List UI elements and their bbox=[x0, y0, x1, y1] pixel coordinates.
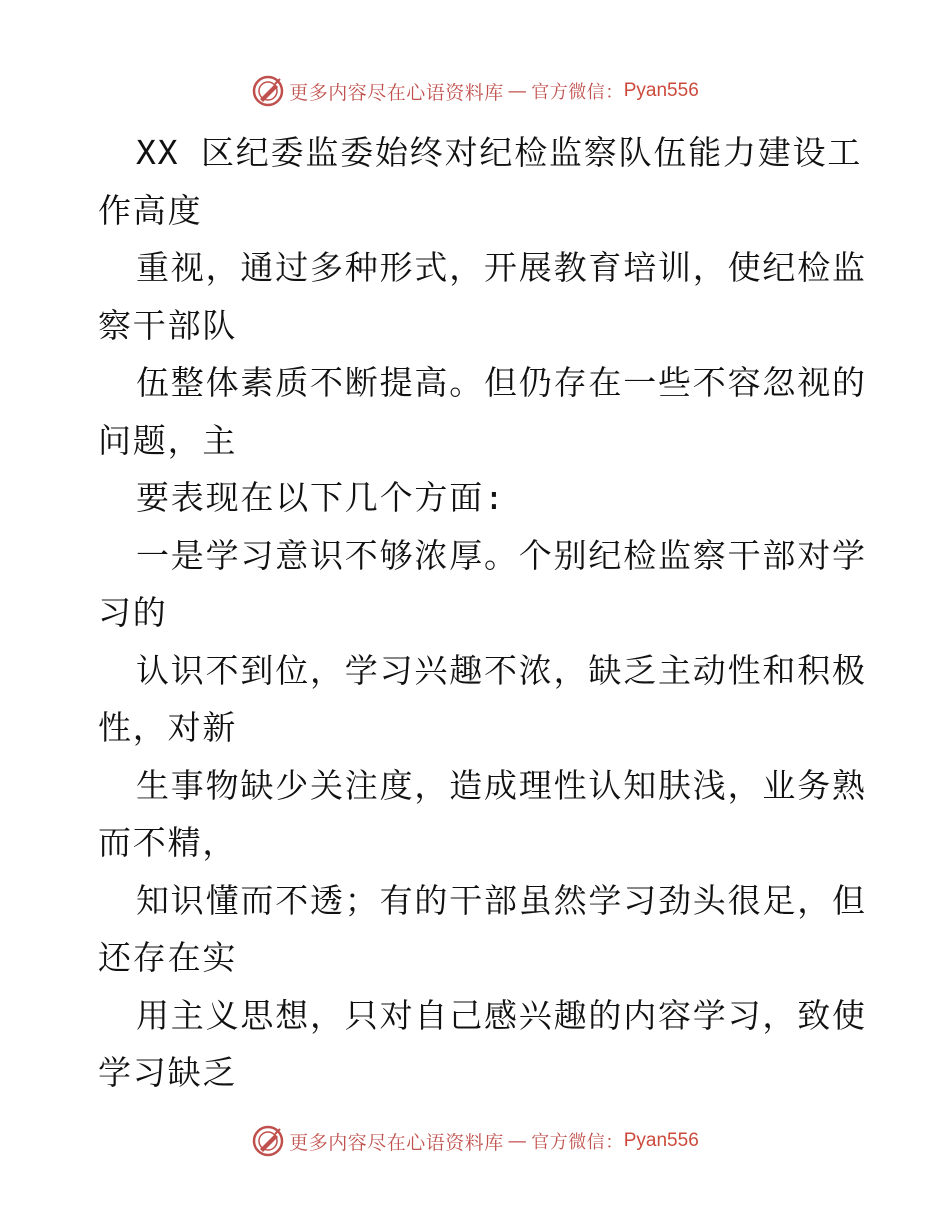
banner-wechat-id: Pyan556 bbox=[623, 80, 699, 101]
text-line: 还存在实 bbox=[98, 938, 238, 977]
banner-dash: — bbox=[507, 80, 528, 102]
banner-wechat-label: 官方微信： bbox=[531, 1132, 624, 1153]
text-line: 一是学习意识不够浓厚。个别纪检监察干部对学 bbox=[136, 535, 867, 575]
text-line: 性，对新 bbox=[98, 708, 238, 747]
text-line: 作高度 bbox=[98, 190, 203, 230]
banner-wechat-label: 官方微信： bbox=[531, 82, 624, 103]
text-line: 而不精， bbox=[98, 823, 238, 862]
text-line: 用主义思想，只对自己感兴趣的内容学习，致使 bbox=[136, 995, 867, 1035]
text-line: 问题，主 bbox=[98, 420, 238, 460]
text-line: 生事物缺少关注度，造成理性认知肤浅，业务熟 bbox=[136, 765, 867, 805]
header-banner bbox=[0, 71, 950, 111]
banner-wechat-id: Pyan556 bbox=[623, 1130, 699, 1151]
text-line: 重视，通过多种形式，开展教育培训，使纪检监 bbox=[136, 248, 867, 287]
text-line: 认识不到位，学习兴趣不浓，缺乏主动性和积极 bbox=[136, 650, 867, 690]
document-body bbox=[98, 124, 867, 1102]
text-line: 习的 bbox=[98, 593, 168, 632]
text-line: 要表现在以下几个方面: bbox=[136, 478, 506, 517]
text-line: 察干部队 bbox=[98, 305, 238, 345]
text-line: 知识懂而不透；有的干部虽然学习劲头很足，但 bbox=[136, 880, 867, 920]
pen-logo-icon bbox=[251, 1124, 285, 1158]
footer-banner bbox=[0, 1121, 950, 1161]
text-line: XX 区纪委监委始终对纪检监察队伍能力建设工 bbox=[136, 133, 863, 172]
pen-logo-icon bbox=[251, 74, 285, 108]
banner-dash: — bbox=[507, 1130, 528, 1152]
banner-main-text: 更多内容尽在心语资料库 bbox=[289, 1131, 504, 1154]
text-line: 学习缺乏 bbox=[98, 1053, 238, 1092]
banner-main-text: 更多内容尽在心语资料库 bbox=[289, 81, 504, 104]
text-line: 伍整体素质不断提高。但仍存在一些不容忽视的 bbox=[136, 363, 867, 402]
